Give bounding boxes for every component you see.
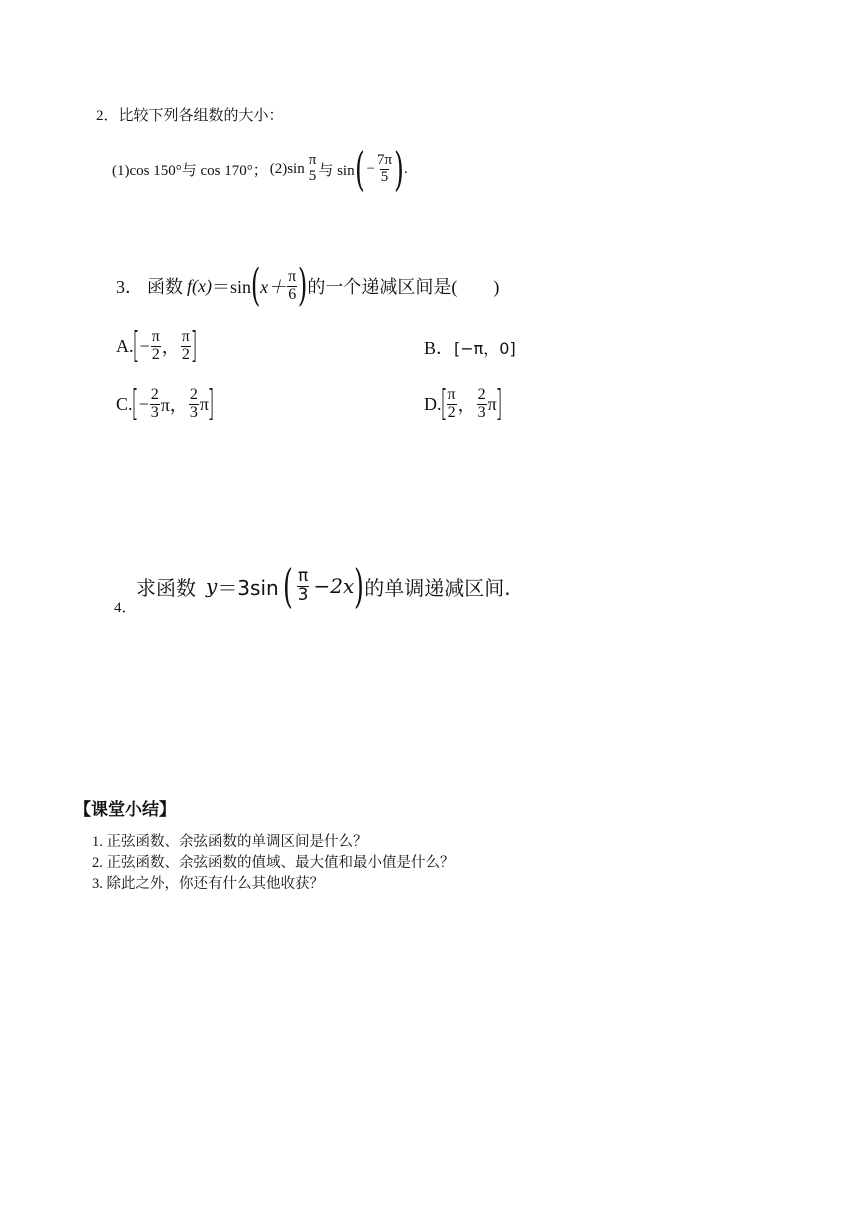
right-bracket: ] [190, 325, 198, 366]
option-label: A. [116, 335, 134, 356]
fraction [376, 153, 393, 186]
equals-sin: ＝3sin [217, 575, 279, 600]
numerator: π [288, 267, 297, 285]
option-label: B． [424, 338, 455, 358]
right-parenthesis: ) [354, 559, 365, 613]
numerator: 2 [150, 385, 159, 403]
denominator: 2 [181, 345, 190, 363]
question-number: 2． [96, 108, 119, 124]
separator: ， [457, 395, 476, 415]
question-2-parts [112, 137, 408, 201]
minus-sign: − [366, 160, 375, 177]
fraction [287, 269, 297, 304]
fraction [477, 387, 487, 422]
numerator: π [297, 565, 309, 586]
denominator: 5 [380, 168, 389, 185]
fraction [151, 329, 161, 364]
denominator: 6 [288, 285, 297, 303]
question-4-stem [136, 560, 511, 612]
numerator: 7π [377, 151, 393, 168]
left-bracket: [ [440, 383, 448, 424]
fraction [181, 329, 191, 364]
option-c [116, 380, 213, 428]
summary-heading: 【课堂小结】 [74, 800, 176, 820]
function-name: f(x) [187, 275, 212, 296]
question-4-number [114, 596, 137, 617]
denominator: 3 [477, 403, 486, 421]
minus-sign: − [138, 393, 149, 414]
option-text: [−π，0] [454, 339, 516, 358]
pi: π [199, 393, 209, 414]
question-tail: 的单调递减区间. [364, 575, 511, 600]
part-2-lead: (2)sin [269, 160, 305, 177]
question-text: 比较下列各组数的大小： [118, 108, 284, 124]
minus-sign: − [139, 335, 150, 356]
fraction [308, 153, 318, 185]
pi: π [487, 393, 497, 414]
fraction [447, 387, 457, 422]
option-label: C. [116, 393, 133, 414]
right-parenthesis: ) [394, 142, 404, 196]
left-bracket: [ [131, 383, 139, 424]
question-2-stem [96, 104, 284, 125]
numerator: 2 [477, 385, 486, 403]
denominator: 3 [189, 403, 198, 421]
fraction [189, 387, 199, 422]
denominator: 2 [447, 403, 456, 421]
question-number: 3． [116, 277, 143, 297]
list-item: 2. 正弦函数、余弦函数的值域、最大值和最小值是什么？ [92, 855, 455, 871]
numerator: π [447, 385, 456, 403]
argument-variable: x＋ [260, 277, 287, 297]
right-parenthesis: ) [298, 260, 308, 311]
numerator: 2 [189, 385, 198, 403]
question-3-stem [116, 262, 499, 310]
part-2-mid: 与 sin [318, 162, 355, 179]
left-parenthesis: ( [250, 260, 261, 311]
equals-sin: ＝sin [211, 277, 251, 297]
left-bracket: [ [132, 325, 140, 366]
numerator: π [308, 152, 317, 169]
numerator: π [151, 327, 160, 345]
option-a [116, 322, 196, 370]
option-label: D. [424, 393, 442, 414]
question-text: 求函数 [136, 575, 196, 600]
variable-y: y [206, 574, 218, 598]
denominator: 2 [151, 345, 160, 363]
list-item: 3. 除此之外，你还有什么其他收获？ [92, 876, 324, 892]
left-parenthesis: ( [282, 559, 293, 613]
separator: ， [161, 337, 180, 357]
question-tail: 的一个递减区间是( ) [307, 277, 500, 297]
right-bracket: ] [207, 383, 215, 424]
fraction [297, 565, 310, 605]
question-text: 函数 [147, 277, 183, 297]
list-item: 1. 正弦函数、余弦函数的单调区间是什么？ [92, 834, 368, 850]
fraction [150, 387, 160, 422]
numerator: π [181, 327, 190, 345]
denominator: 5 [308, 168, 317, 184]
option-d [424, 380, 501, 428]
question-number: 4． [114, 600, 137, 616]
denominator: 3 [150, 403, 159, 421]
pi-separator: π， [160, 395, 188, 415]
period: . [404, 160, 408, 177]
right-bracket: ] [495, 383, 503, 424]
denominator: 3 [297, 584, 309, 605]
left-parenthesis: ( [354, 142, 365, 196]
option-b [424, 334, 516, 360]
summary-list [92, 832, 455, 895]
part-1: (1)cos 150°与 cos 170°； [112, 162, 268, 179]
minus-term: −2x [313, 574, 355, 598]
